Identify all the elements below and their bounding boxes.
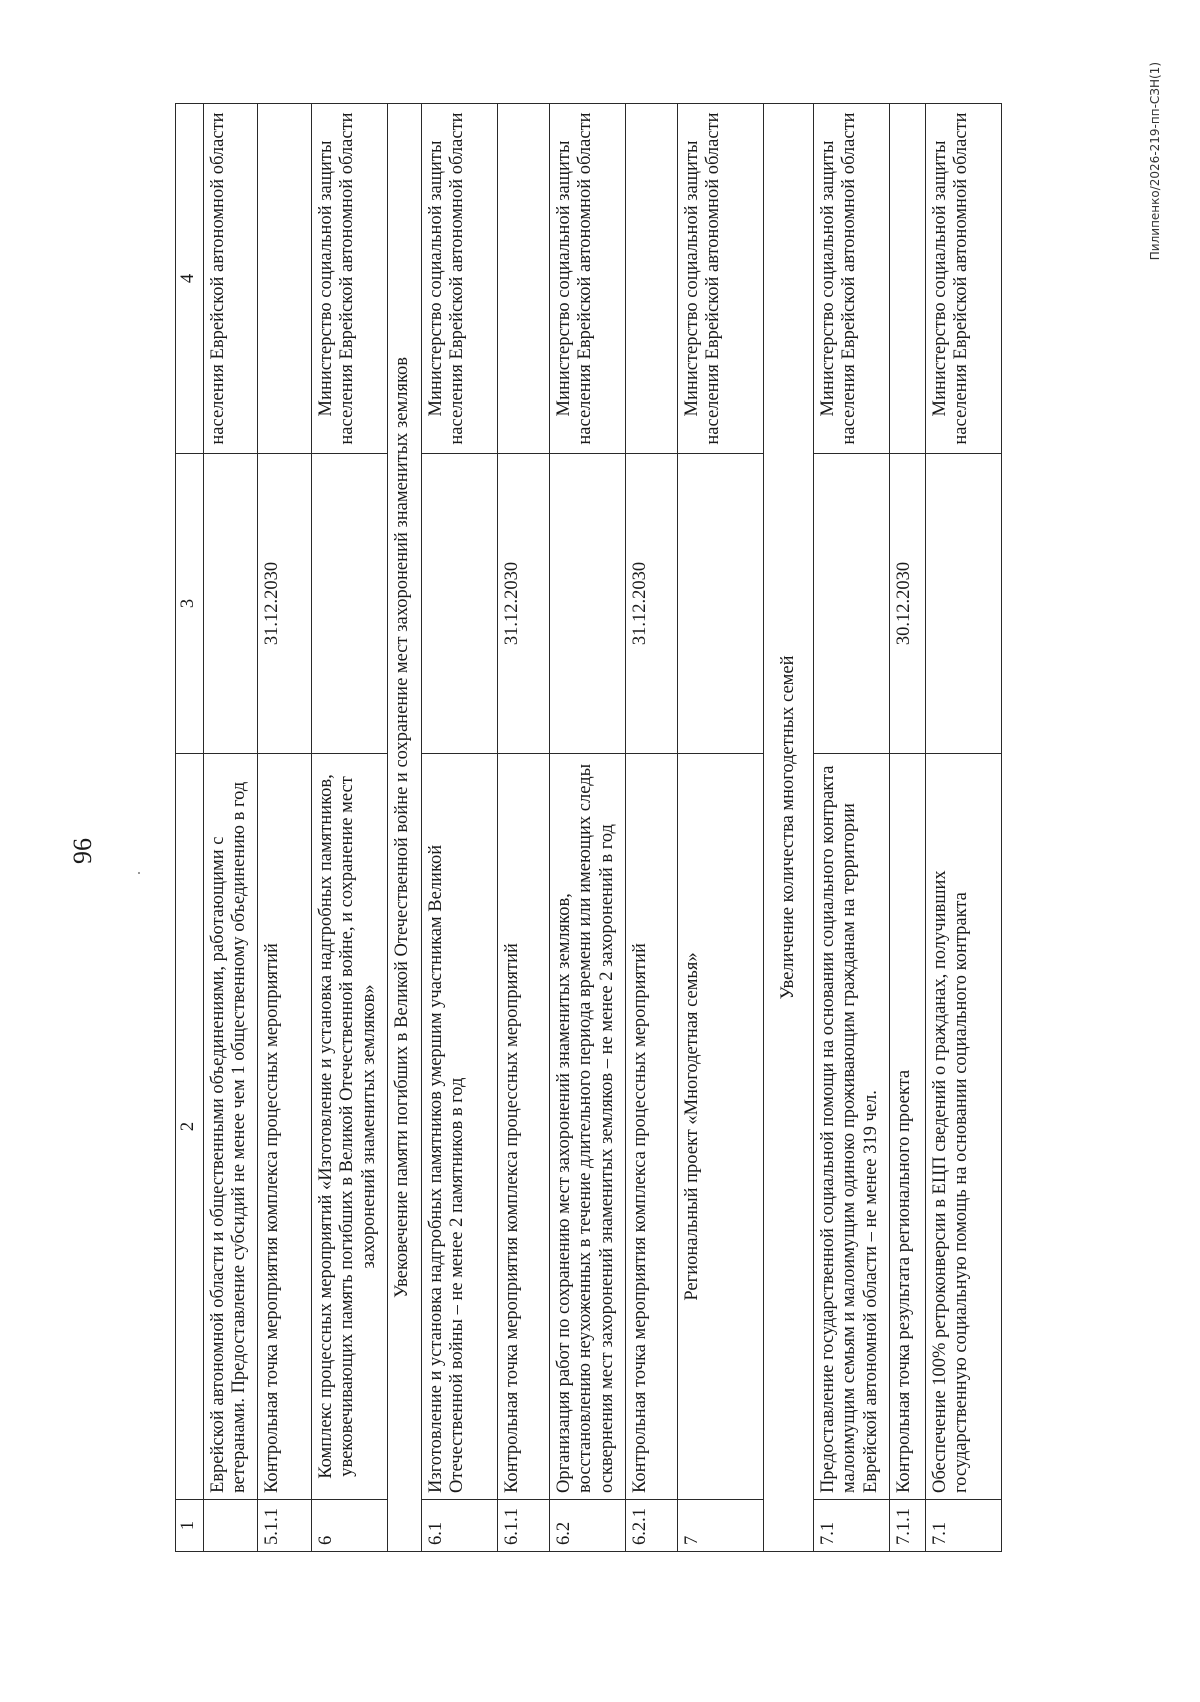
table-row: [204, 104, 258, 1552]
row-name: Контрольная точка мероприятия комплекса процессных мероприятий: [626, 754, 678, 1500]
row-name: Еврейской автономной области и общественными объединениями, работающими с ветеранами. Предоставление субсидий не менее чем 1 общественному объединению в год: [204, 754, 258, 1500]
row-date: 31.12.2030: [498, 454, 550, 754]
header-col-3: 3: [176, 454, 204, 754]
table-row: [890, 104, 926, 1552]
row-date: [204, 454, 258, 754]
row-name: Обеспечение 100% ретроконверсии в ЕЦП сведений о гражданах, получивших государственную социальную помощь на основании социального контракта: [926, 754, 1002, 1500]
row-number: 7.1: [926, 1500, 1002, 1552]
row-name: Региональный проект «Многодетная семья»: [678, 754, 764, 1500]
row-date: [678, 454, 764, 754]
row-number: 6.1: [422, 1500, 498, 1552]
row-number: 7: [678, 1500, 764, 1552]
row-name: Контрольная точка мероприятия комплекса процессных мероприятий: [498, 754, 550, 1500]
row-date: [312, 454, 388, 754]
row-org: Министерство социальной защиты населения Еврейской автономной области: [926, 104, 1002, 454]
row-org: [626, 104, 678, 454]
row-org: [258, 104, 312, 454]
section-title: Увеличение количества многодетных семей: [764, 104, 814, 1552]
row-org: Министерство социальной защиты населения Еврейской автономной области: [678, 104, 764, 454]
row-number: 6: [312, 1500, 388, 1552]
row-date: [422, 454, 498, 754]
header-col-1: 1: [176, 1500, 204, 1552]
row-name: Изготовление и установка надгробных памятников умершим участникам Великой Отечественной войны – не менее 2 памятников в год: [422, 754, 498, 1500]
table-row: [258, 104, 312, 1552]
row-date: 31.12.2030: [626, 454, 678, 754]
section-row: [388, 104, 422, 1552]
table-row: [422, 104, 498, 1552]
row-name: Контрольная точка результата регионального проекта: [890, 754, 926, 1500]
table-row: [678, 104, 764, 1552]
footer-document-code: Пилипенко/2026-219-пп-СЗН(1): [1148, 62, 1162, 261]
row-date: 30.12.2030: [890, 454, 926, 754]
row-org: [498, 104, 550, 454]
row-date: [550, 454, 626, 754]
row-number: 6.2.1: [626, 1500, 678, 1552]
header-col-2: 2: [176, 754, 204, 1500]
row-org: Министерство социальной защиты населения Еврейской автономной области: [550, 104, 626, 454]
table-row: [926, 104, 1002, 1552]
row-name: Контрольная точка мероприятия комплекса процессных мероприятий: [258, 754, 312, 1500]
row-date: [926, 454, 1002, 754]
row-number: 6.1.1: [498, 1500, 550, 1552]
row-org: Министерство социальной защиты населения Еврейской автономной области: [312, 104, 388, 454]
row-number: 6.2: [550, 1500, 626, 1552]
page-number: 96: [68, 838, 97, 864]
row-org: Министерство социальной защиты населения Еврейской автономной области: [422, 104, 498, 454]
row-number: [204, 1500, 258, 1552]
row-org: [890, 104, 926, 454]
row-name: Организация работ по сохранению мест захоронений знаменитых земляков, восстановлению неухоженных в течение длительного периода времени или имеющих следы осквернения мест захоронений знаменитых земляков – не менее 2 захоронений в год: [550, 754, 626, 1500]
row-name: Предоставление государственной социальной помощи на основании социального контракта малоимущим семьям и малоимущим одиноко проживающим гражданам на территории Еврейской автономной области – не менее 319 чел.: [814, 754, 890, 1500]
table-row: [626, 104, 678, 1552]
row-number: 5.1.1: [258, 1500, 312, 1552]
row-date: [814, 454, 890, 754]
table-row: [312, 104, 388, 1552]
measures-table: [175, 103, 1002, 1552]
table-row: [814, 104, 890, 1552]
header-col-4: 4: [176, 104, 204, 454]
row-name: Комплекс процессных мероприятий «Изготовление и установка надгробных памятников, увековечивающих память погибших в Великой Отечественной войне, и сохранение мест захоронений знаменитых земляков»: [312, 754, 388, 1500]
scan-speck: [138, 872, 140, 874]
row-date: 31.12.2030: [258, 454, 312, 754]
table-header-row: [176, 104, 204, 1552]
row-org: населения Еврейской автономной области: [204, 104, 258, 454]
section-title: Увековечение памяти погибших в Великой Отечественной войне и сохранение мест захоронений знаменитых земляков: [388, 104, 422, 1552]
section-row: [764, 104, 814, 1552]
row-number: 7.1: [814, 1500, 890, 1552]
table-row: [498, 104, 550, 1552]
table-row: [550, 104, 626, 1552]
row-org: Министерство социальной защиты населения Еврейской автономной области: [814, 104, 890, 454]
row-number: 7.1.1: [890, 1500, 926, 1552]
